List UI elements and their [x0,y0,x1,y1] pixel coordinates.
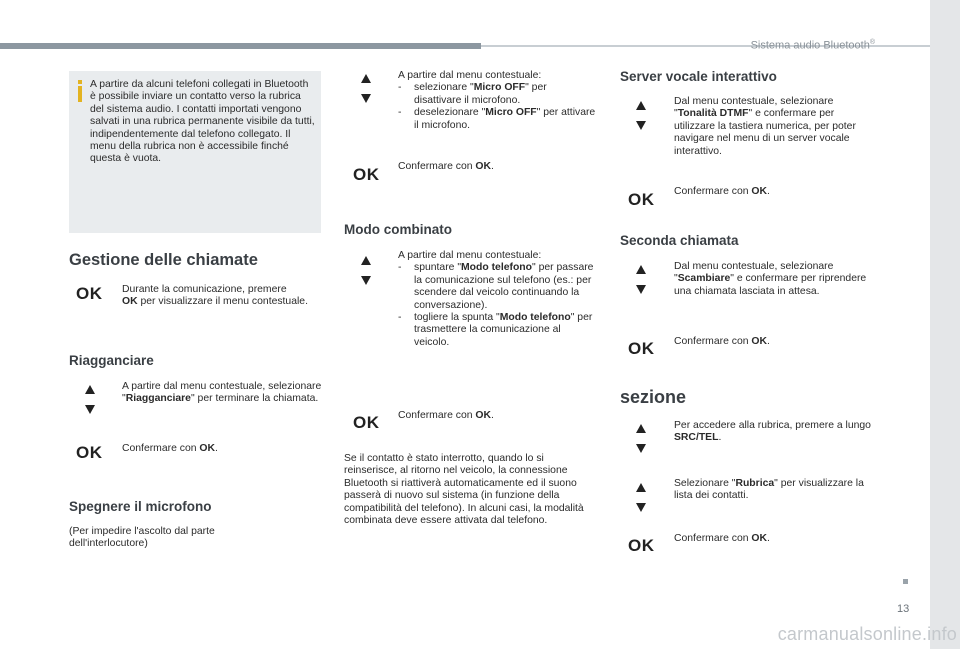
heading-modo-combinato: Modo combinato [344,222,452,237]
confirm-text-pre: Confermare con [122,443,200,454]
confirm-text-pre: Confermare con [398,410,476,421]
gestione-text-post: per visualizzare il menu contestuale. [137,296,308,308]
ok-icon: OK [76,443,103,462]
up-down-arrows-icon [636,265,650,295]
ok-icon: OK [628,339,655,358]
heading-spegnere-microfono: Spegnere il microfono [69,499,212,514]
riagganciare-text-post: " per terminare la chiamata. [190,393,319,405]
server-text-pre: Dal menu contestuale, selezionare " [674,96,834,120]
confirm-text [674,186,874,198]
confirm-text-pre: Confermare con [398,161,476,172]
confirm-text-post: . [766,186,770,197]
list-item [398,107,596,132]
info-text: A partire da alcuni telefoni collegati in Bluetooth è possibile inviare un contatto verso la rubrica del sistema audio. I contatti importati vengono salvati in una rubrica permanente visibile da tutti, indipendentemente dal telefono collegato. Il menu della rubrica non è accessibile finché questa è vuota. [90,79,315,165]
list-dash: - [398,82,402,94]
confirm-text-bold: OK [475,410,491,421]
confirm-text-pre: Confermare con [674,186,752,197]
seconda-text-pre: Dal menu contestuale, selezionare " [674,261,834,285]
ok-icon: OK [353,165,380,184]
running-header [751,39,875,52]
sezione-text-2 [674,478,874,503]
riagganciare-text-pre: A partire dal menu contestuale, selezionare " [122,381,322,405]
confirm-text-post: . [214,443,218,454]
heading-riagganciare: Riagganciare [69,353,154,368]
sezione2-text-pre: Selezionare " [674,478,736,489]
confirm-text-bold: OK [199,443,215,454]
heading-server-vocale: Server vocale interattivo [620,69,777,84]
confirm-text [674,336,874,348]
micro-item1-pre: selezionare " [414,82,474,94]
micro-instructions [398,70,596,132]
sezione1-text-post: . [718,432,722,444]
server-text-post: " e confermare per utilizzare la tastiera numerica, per poter navigare nel menu di un server vocale interattivo. [674,108,856,157]
up-down-arrows-icon [636,424,650,454]
riagganciare-text-bold: Riagganciare [125,393,191,405]
confirm-text [398,161,596,173]
gestione-text [122,284,322,309]
heading-gestione-chiamate: Gestione delle chiamate [69,251,258,269]
up-down-arrows-icon [85,385,99,415]
confirm-text-bold: OK [751,186,767,197]
header-bar-dark [0,43,481,49]
modo-item1-bold: Modo telefono [461,262,533,274]
confirm-text-pre: Confermare con [674,533,752,544]
heading-seconda-chiamata: Seconda chiamata [620,233,739,248]
seconda-text [674,261,874,298]
confirm-text [122,443,322,455]
modo-item2-post: " per trasmettere la comunicazione al veicolo. [414,312,593,348]
list-item [398,312,596,349]
registered-mark: ® [869,39,875,46]
sezione1-text-pre: Per accedere alla rubrica, premere a lungo [674,420,871,431]
ok-icon: OK [628,190,655,209]
micro-item1-post: " per disattivare il microfono. [414,82,547,106]
sezione1-text-bold: SRC/TEL [674,432,719,444]
confirm-text-bold: OK [475,161,491,172]
confirm-text-post: . [490,161,494,172]
micro-intro: A partire dal menu contestuale: [398,70,542,81]
confirm-text-post: . [490,410,494,421]
list-item [398,262,596,312]
seconda-text-bold: Scambiare [677,273,731,285]
up-down-arrows-icon [636,483,650,513]
confirm-text-post: . [766,533,770,544]
sezione2-text-post: " per visualizzare la lista dei contatti. [674,478,864,502]
confirm-text [398,410,596,422]
modo-instructions [398,250,596,349]
watermark: carmanualsonline.info [777,624,957,644]
page-edge-strip [930,0,960,649]
seconda-text-post: " e confermare per riprendere una chiamata lasciata in attesa. [674,273,867,297]
ok-icon: OK [353,413,380,432]
page-number: 13 [897,603,910,615]
up-down-arrows-icon [361,256,375,286]
list-item [398,82,596,107]
micro-item2-post: " per attivare il microfono. [414,107,596,131]
confirm-text-bold: OK [751,336,767,347]
ok-icon: OK [628,536,655,555]
modo-intro: A partire dal menu contestuale: [398,250,542,261]
confirm-text-bold: OK [751,533,767,544]
info-box [69,71,321,233]
up-down-arrows-icon [361,74,375,104]
gestione-text-pre: Durante la comunicazione, premere [122,284,287,295]
server-text-bold: Tonalità DTMF [677,108,749,120]
gestione-text-bold: OK [122,296,138,308]
micro-item2-pre: deselezionare " [414,107,486,119]
riagganciare-text [122,381,322,406]
sezione-text-1 [674,420,874,445]
running-header-text: Sistema audio Bluetooth [750,39,870,52]
up-down-arrows-icon [636,101,650,131]
micro-item1-bold: Micro OFF [473,82,526,94]
ok-icon: OK [76,284,103,303]
modo-item2-bold: Modo telefono [499,312,571,324]
heading-sezione: sezione [620,387,687,407]
list-dash: - [398,262,402,274]
list-dash: - [398,312,402,324]
micro-item2-bold: Micro OFF [485,107,537,119]
confirm-text-post: . [766,336,770,347]
server-text [674,96,874,158]
page-marker [903,579,908,584]
reconnection-paragraph: Se il contatto è stato interrotto, quando lo si reinserisce, al ritorno nel veicolo, la connessione Bluetooth si riattiverà automaticamente ed il suono passerà di nuovo sul sistema (in funzione della compatibilità del telefono). In alcuni casi, la modalità combinata deve essere attivata dal telefono. [344,453,584,527]
modo-item2-pre: togliere la spunta " [414,312,500,324]
sezione2-text-bold: Rubrica [735,478,775,489]
confirm-text [674,533,874,545]
modo-item1-post: " per passare la comunicazione sul telefono (es.: per scendere dal veicolo continuando la conversazione). [414,262,594,311]
spegnere-text: (Per impedire l'ascolto dal parte dell'interlocutore) [69,526,215,550]
modo-item1-pre: spuntare " [414,262,462,274]
confirm-text-pre: Confermare con [674,336,752,347]
info-icon [78,80,82,102]
list-dash: - [398,107,402,119]
